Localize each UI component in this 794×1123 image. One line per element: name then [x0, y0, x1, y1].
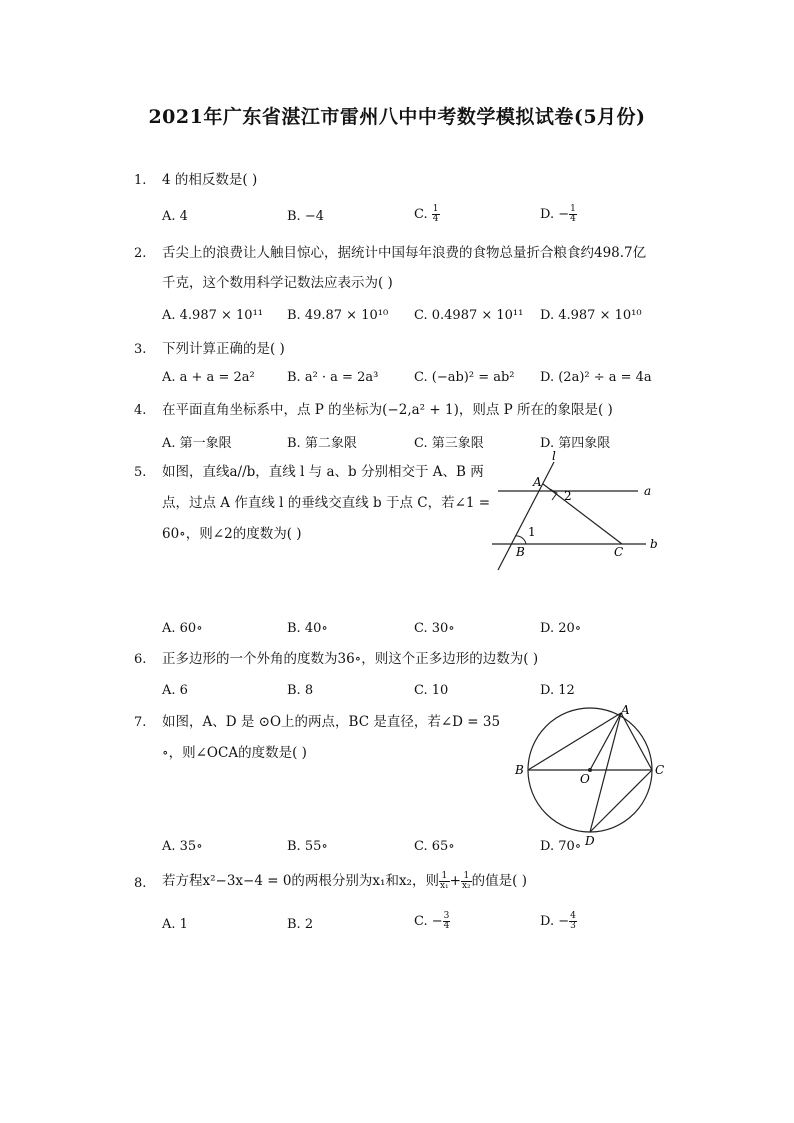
fraction: $\frac{1}{4}$: [570, 204, 576, 224]
label-B: B: [515, 763, 524, 777]
option-a: A. 60∘: [162, 621, 203, 636]
option-c: C. − $\frac{3}{4}$: [414, 911, 450, 931]
option-d: D. 70∘: [540, 839, 582, 854]
option-b: B. 40∘: [287, 621, 328, 636]
label-l: l: [552, 449, 556, 463]
label-a: a: [644, 484, 652, 498]
option-a: A. 35∘: [162, 839, 203, 854]
label-A: A: [621, 703, 630, 717]
circle-figure: [505, 698, 680, 848]
line-l: [498, 462, 554, 570]
option-a: A. 第一象限: [162, 436, 232, 451]
chord-ba: [528, 713, 621, 770]
question-number: 8.: [134, 876, 147, 891]
option-d: D. 12: [540, 683, 575, 698]
question-text-line: 60∘，则∠2的度数为( ): [162, 526, 302, 542]
fraction: $\frac{1}{4}$: [432, 204, 439, 224]
label-D: D: [585, 834, 595, 848]
question-text-line: ∘，则∠OCA的度数是( ): [162, 745, 307, 761]
angle-1-arc: [515, 536, 526, 544]
chord-ac: [621, 713, 652, 770]
option-b: B. 49.87 × 10¹⁰: [287, 308, 389, 323]
option-d: D. 4.987 × 10¹⁰: [540, 308, 642, 323]
question-text-line: 舌尖上的浪费让人触目惊心，据统计中国每年浪费的食物总量折合粮食约498.7亿: [162, 245, 647, 261]
question-text-line: 千克，这个数用科学记数法应表示为( ): [162, 275, 393, 291]
question-text: 下列计算正确的是( ): [162, 341, 285, 357]
fraction: $\frac{4}{3}$: [570, 911, 576, 931]
question-number: 2.: [134, 246, 147, 261]
option-d: D. 第四象限: [540, 436, 611, 451]
chord-ad: [590, 713, 621, 832]
option-a: A. 1: [162, 917, 188, 932]
label-B: B: [516, 545, 525, 559]
question-text: 4 的相反数是( ): [162, 172, 258, 188]
question-text-line: 如图，直线a//b，直线 l 与 a、b 分别相交于 A、B 两: [162, 464, 484, 480]
fraction: $\frac{3}{4}$: [443, 911, 450, 931]
option-b: B. −4: [287, 209, 324, 224]
option-b: B. 2: [287, 917, 314, 932]
fraction: $\frac{1}{\text{x₁}}$: [439, 871, 449, 891]
radius-oa: [590, 713, 621, 770]
option-a: A. 6: [162, 683, 188, 698]
option-c: C. $\frac{1}{4}$: [414, 204, 439, 224]
option-c: C. (−ab)² = ab²: [414, 370, 515, 385]
label-A: A: [533, 475, 542, 489]
question-number: 4.: [134, 403, 147, 418]
option-a: A. a + a = 2a²: [162, 370, 255, 385]
option-d: D. − $\frac{4}{3}$: [540, 911, 576, 931]
option-b: B. 55∘: [287, 839, 328, 854]
option-d: D. (2a)² ÷ a = 4a: [540, 370, 652, 385]
option-d: D. − $\frac{1}{4}$: [540, 204, 576, 224]
option-a: A. 4.987 × 10¹¹: [162, 308, 263, 323]
question-number: 7.: [134, 715, 147, 730]
option-b: B. a² · a = 2a³: [287, 370, 379, 385]
question-number: 3.: [134, 342, 147, 357]
option-c: C. 0.4987 × 10¹¹: [414, 308, 524, 323]
option-b: B. 第二象限: [287, 436, 357, 451]
question-text: 若方程x²−3x−4 = 0的两根分别为x₁和x₂，则 $\frac{1}{\text{x₁}}$ + $\frac{1}{\text{x₂}}$ 的值是( ): [162, 871, 527, 891]
label-angle-1: 1: [528, 525, 536, 539]
option-a: A. 4: [162, 209, 188, 224]
fraction: $\frac{1}{\text{x₂}}$: [461, 871, 471, 891]
option-c: C. 30∘: [414, 621, 455, 636]
question-number: 5.: [134, 465, 147, 480]
parallel-lines-figure: [480, 448, 680, 578]
label-angle-2: 2: [564, 489, 572, 503]
page-title: 2021年广东省湛江市雷州八中中考数学模拟试卷(5月份): [148, 106, 646, 128]
question-number: 1.: [134, 173, 147, 188]
question-text-line: 如图，A、D 是 ⊙O上的两点，BC 是直径，若∠D = 35: [162, 714, 501, 730]
option-c: C. 第三象限: [414, 436, 484, 451]
option-b: B. 8: [287, 683, 314, 698]
option-c: C. 65∘: [414, 839, 455, 854]
question-text-line: 点，过点 A 作直线 l 的垂线交直线 b 于点 C，若∠1 =: [162, 495, 491, 511]
option-c: C. 10: [414, 683, 449, 698]
label-O: O: [580, 772, 590, 786]
label-C: C: [655, 763, 665, 777]
question-text: 正多边形的一个外角的度数为36∘，则这个正多边形的边数为( ): [162, 651, 539, 667]
perpendicular-ac: [543, 484, 622, 544]
chord-dc: [590, 770, 652, 832]
label-b: b: [650, 537, 658, 551]
question-number: 6.: [134, 652, 147, 667]
option-d: D. 20∘: [540, 621, 582, 636]
label-C: C: [614, 545, 624, 559]
question-text: 在平面直角坐标系中，点 P 的坐标为(−2,a² + 1)，则点 P 所在的象限是( ): [162, 402, 613, 418]
